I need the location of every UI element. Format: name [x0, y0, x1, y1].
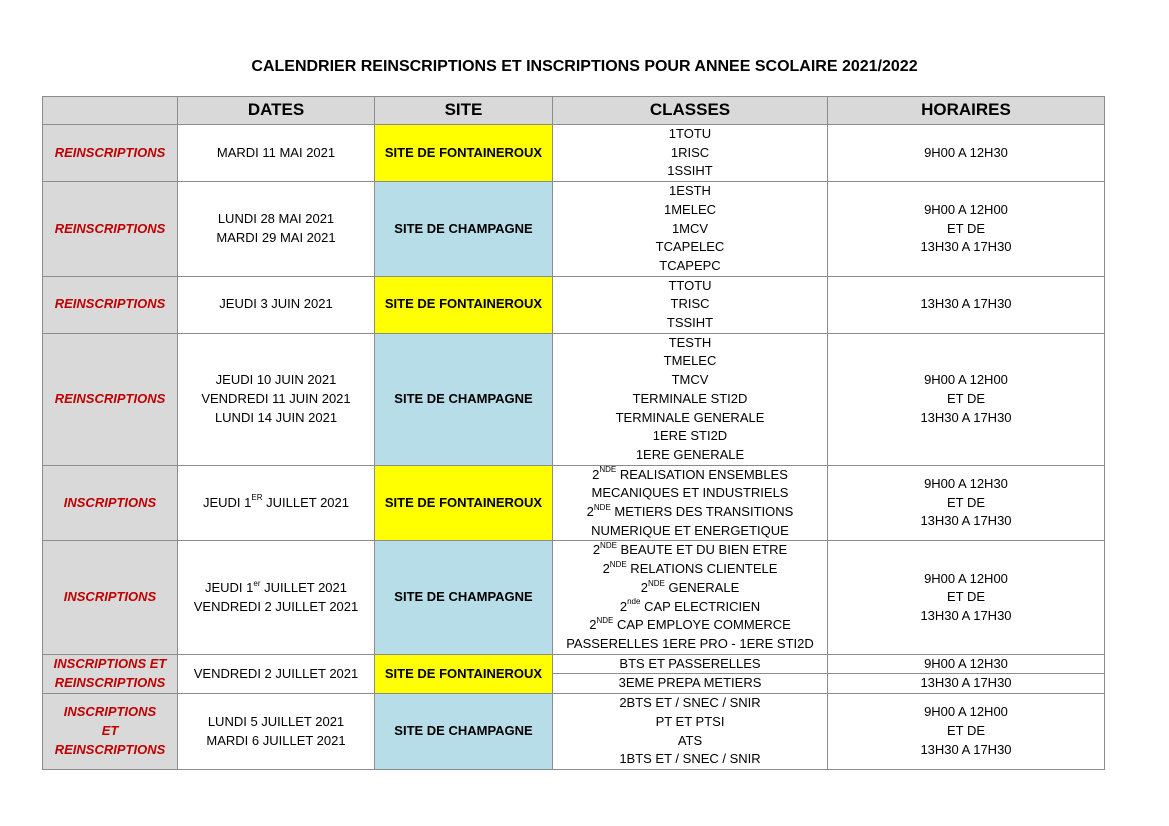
ordinal-suffix: NDE	[647, 578, 665, 588]
ordinal-suffix: NDE	[599, 465, 617, 475]
site-cell: SITE DE FONTAINEROUX	[375, 125, 553, 182]
registration-type: REINSCRIPTIONS	[43, 125, 178, 182]
horaires-cell: 9H00 A 12H30 ET DE 13H30 A 17H30	[828, 465, 1105, 541]
table-row	[43, 654, 1105, 674]
table-row	[43, 276, 1105, 333]
ordinal-suffix: er	[253, 578, 261, 588]
table-row	[43, 125, 1105, 182]
header-dates: DATES	[178, 97, 375, 125]
registration-type: INSCRIPTIONS	[43, 465, 178, 541]
classes-cell: 3EME PREPA METIERS	[553, 674, 828, 694]
dates-cell: JEUDI 1ER JUILLET 2021	[178, 465, 375, 541]
horaires-cell: 9H00 A 12H00 ET DE 13H30 A 17H30	[828, 694, 1105, 770]
horaires-cell: 13H30 A 17H30	[828, 674, 1105, 694]
header-row	[43, 97, 1105, 125]
ordinal-suffix: NDE	[593, 502, 611, 512]
classes-cell: 2BTS ET / SNEC / SNIR PT ET PTSI ATS 1BTS ET / SNEC / SNIR	[553, 694, 828, 770]
site-cell: SITE DE FONTAINEROUX	[375, 465, 553, 541]
dates-cell: LUNDI 28 MAI 2021 MARDI 29 MAI 2021	[178, 182, 375, 277]
ordinal-suffix: ER	[251, 493, 263, 503]
registration-type: REINSCRIPTIONS	[43, 276, 178, 333]
ordinal-suffix: NDE	[596, 615, 614, 625]
schedule-table	[42, 96, 1105, 770]
page-title: CALENDRIER REINSCRIPTIONS ET INSCRIPTIONS POUR ANNEE SCOLAIRE 2021/2022	[251, 58, 918, 75]
registration-type: INSCRIPTIONS ET REINSCRIPTIONS	[43, 694, 178, 770]
horaires-cell: 13H30 A 17H30	[828, 276, 1105, 333]
header-type	[43, 97, 178, 125]
dates-cell: JEUDI 1er JUILLET 2021 VENDREDI 2 JUILLET 2021	[178, 541, 375, 654]
site-cell: SITE DE FONTAINEROUX	[375, 276, 553, 333]
registration-type: INSCRIPTIONS ET REINSCRIPTIONS	[43, 654, 178, 693]
header-horaires: HORAIRES	[828, 97, 1105, 125]
table-row	[43, 694, 1105, 770]
classes-cell: 2NDE REALISATION ENSEMBLES MECANIQUES ET INDUSTRIELS 2NDE METIERS DES TRANSITIONS NUMERIQUE ET ENERGETIQUE	[553, 465, 828, 541]
table-row	[43, 465, 1105, 541]
table-row	[43, 541, 1105, 654]
site-cell: SITE DE FONTAINEROUX	[375, 654, 553, 693]
table-row	[43, 333, 1105, 465]
ordinal-suffix: NDE	[600, 541, 617, 551]
classes-cell: 1TOTU 1RISC 1SSIHT	[553, 125, 828, 182]
horaires-cell: 9H00 A 12H00 ET DE 13H30 A 17H30	[828, 541, 1105, 654]
registration-type: REINSCRIPTIONS	[43, 182, 178, 277]
site-cell: SITE DE CHAMPAGNE	[375, 694, 553, 770]
ordinal-suffix: nde	[627, 597, 641, 607]
classes-cell: BTS ET PASSERELLES	[553, 654, 828, 674]
header-classes: CLASSES	[553, 97, 828, 125]
dates-cell: VENDREDI 2 JUILLET 2021	[178, 654, 375, 693]
table-row	[43, 182, 1105, 277]
site-cell: SITE DE CHAMPAGNE	[375, 541, 553, 654]
dates-cell: LUNDI 5 JUILLET 2021 MARDI 6 JUILLET 2021	[178, 694, 375, 770]
site-cell: SITE DE CHAMPAGNE	[375, 182, 553, 277]
header-site: SITE	[375, 97, 553, 125]
ordinal-suffix: NDE	[609, 559, 627, 569]
dates-cell: JEUDI 10 JUIN 2021 VENDREDI 11 JUIN 2021 LUNDI 14 JUIN 2021	[178, 333, 375, 465]
classes-cell: 1ESTH 1MELEC 1MCV TCAPELEC TCAPEPC	[553, 182, 828, 277]
registration-type: INSCRIPTIONS	[43, 541, 178, 654]
classes-cell: 2NDE BEAUTE ET DU BIEN ETRE 2NDE RELATIONS CLIENTELE 2NDE GENERALE 2nde CAP ELECTRICIEN 2NDE CAP EMPLOYE COMMERCE PASSERELLES 1ERE PRO - 1ERE STI2D	[553, 541, 828, 654]
dates-cell: MARDI 11 MAI 2021	[178, 125, 375, 182]
horaires-cell: 9H00 A 12H00 ET DE 13H30 A 17H30	[828, 182, 1105, 277]
classes-cell: TESTH TMELEC TMCV TERMINALE STI2D TERMINALE GENERALE 1ERE STI2D 1ERE GENERALE	[553, 333, 828, 465]
horaires-cell: 9H00 A 12H30	[828, 125, 1105, 182]
site-cell: SITE DE CHAMPAGNE	[375, 333, 553, 465]
horaires-cell: 9H00 A 12H00 ET DE 13H30 A 17H30	[828, 333, 1105, 465]
horaires-cell: 9H00 A 12H30	[828, 654, 1105, 674]
registration-type: REINSCRIPTIONS	[43, 333, 178, 465]
dates-cell: JEUDI 3 JUIN 2021	[178, 276, 375, 333]
classes-cell: TTOTU TRISC TSSIHT	[553, 276, 828, 333]
